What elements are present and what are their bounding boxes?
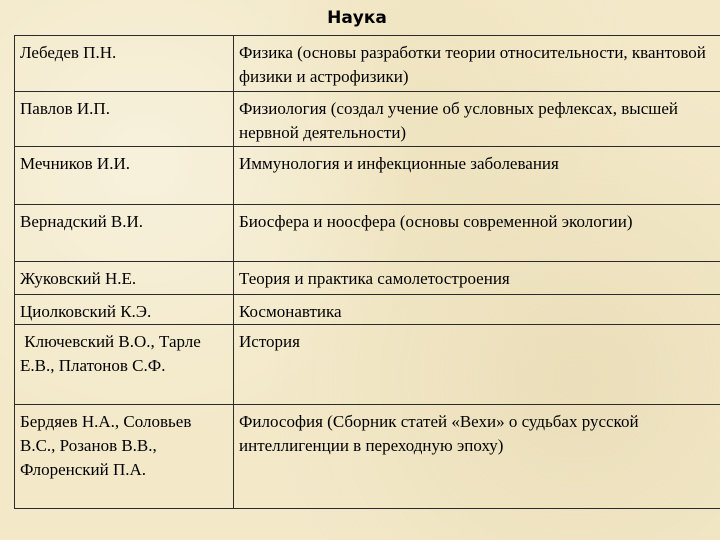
science-field: Теория и практика самолетостроения <box>239 269 510 288</box>
science-field-cell <box>234 295 720 325</box>
table-row <box>15 325 720 405</box>
scientist-name: Циолковский К.Э. <box>20 302 152 321</box>
table-row <box>15 205 720 262</box>
science-field-cell <box>234 36 720 92</box>
table-row <box>15 36 720 92</box>
scientist-name: Павлов И.П. <box>20 99 110 118</box>
scientist-name: Вернадский В.И. <box>20 212 144 231</box>
science-field: Биосфера и ноосфера (основы современной экологии) <box>239 212 633 231</box>
science-field: Физика (основы разработки теории относительности, квантовой физики и астрофизики) <box>239 43 706 86</box>
scientist-name-cell <box>15 325 234 405</box>
table-row <box>15 92 720 147</box>
science-field-cell <box>234 147 720 205</box>
science-field: Космонавтика <box>239 302 342 321</box>
scientists-table <box>14 35 720 509</box>
scientist-name: Жуковский Н.Е. <box>20 269 137 288</box>
science-field: Философия (Сборник статей «Вехи» о судьбах русской интеллигенции в переходную эпоху) <box>239 412 639 455</box>
science-field-cell <box>234 405 720 509</box>
table-row <box>15 262 720 295</box>
science-field: Иммунология и инфекционные заболевания <box>239 154 559 173</box>
science-field: Физиология (создал учение об условных рефлексах, высшей нервной деятельности) <box>239 99 678 142</box>
scientist-name-cell <box>15 205 234 262</box>
table-row <box>15 295 720 325</box>
scientist-name-cell <box>15 295 234 325</box>
page-title-text: Наука <box>327 8 387 28</box>
science-field: История <box>239 332 300 351</box>
science-field-cell <box>234 205 720 262</box>
table-row <box>15 405 720 509</box>
scientist-name: Ключевский В.О., Тарле Е.В., Платонов С.Ф. <box>20 332 206 375</box>
science-field-cell <box>234 325 720 405</box>
science-field-cell <box>234 92 720 147</box>
scientist-name: Лебедев П.Н. <box>20 43 117 62</box>
scientist-name-cell <box>15 92 234 147</box>
scientist-name-cell <box>15 262 234 295</box>
scientist-name: Мечников И.И. <box>20 154 130 173</box>
table-row <box>15 147 720 205</box>
scientist-name-cell <box>15 36 234 92</box>
science-field-cell <box>234 262 720 295</box>
scientist-name: Бердяев Н.А., Соловьев В.С., Розанов В.В., Флоренский П.А. <box>20 412 192 479</box>
scientist-name-cell <box>15 405 234 509</box>
scientist-name-cell <box>15 147 234 205</box>
page-title <box>0 8 720 28</box>
